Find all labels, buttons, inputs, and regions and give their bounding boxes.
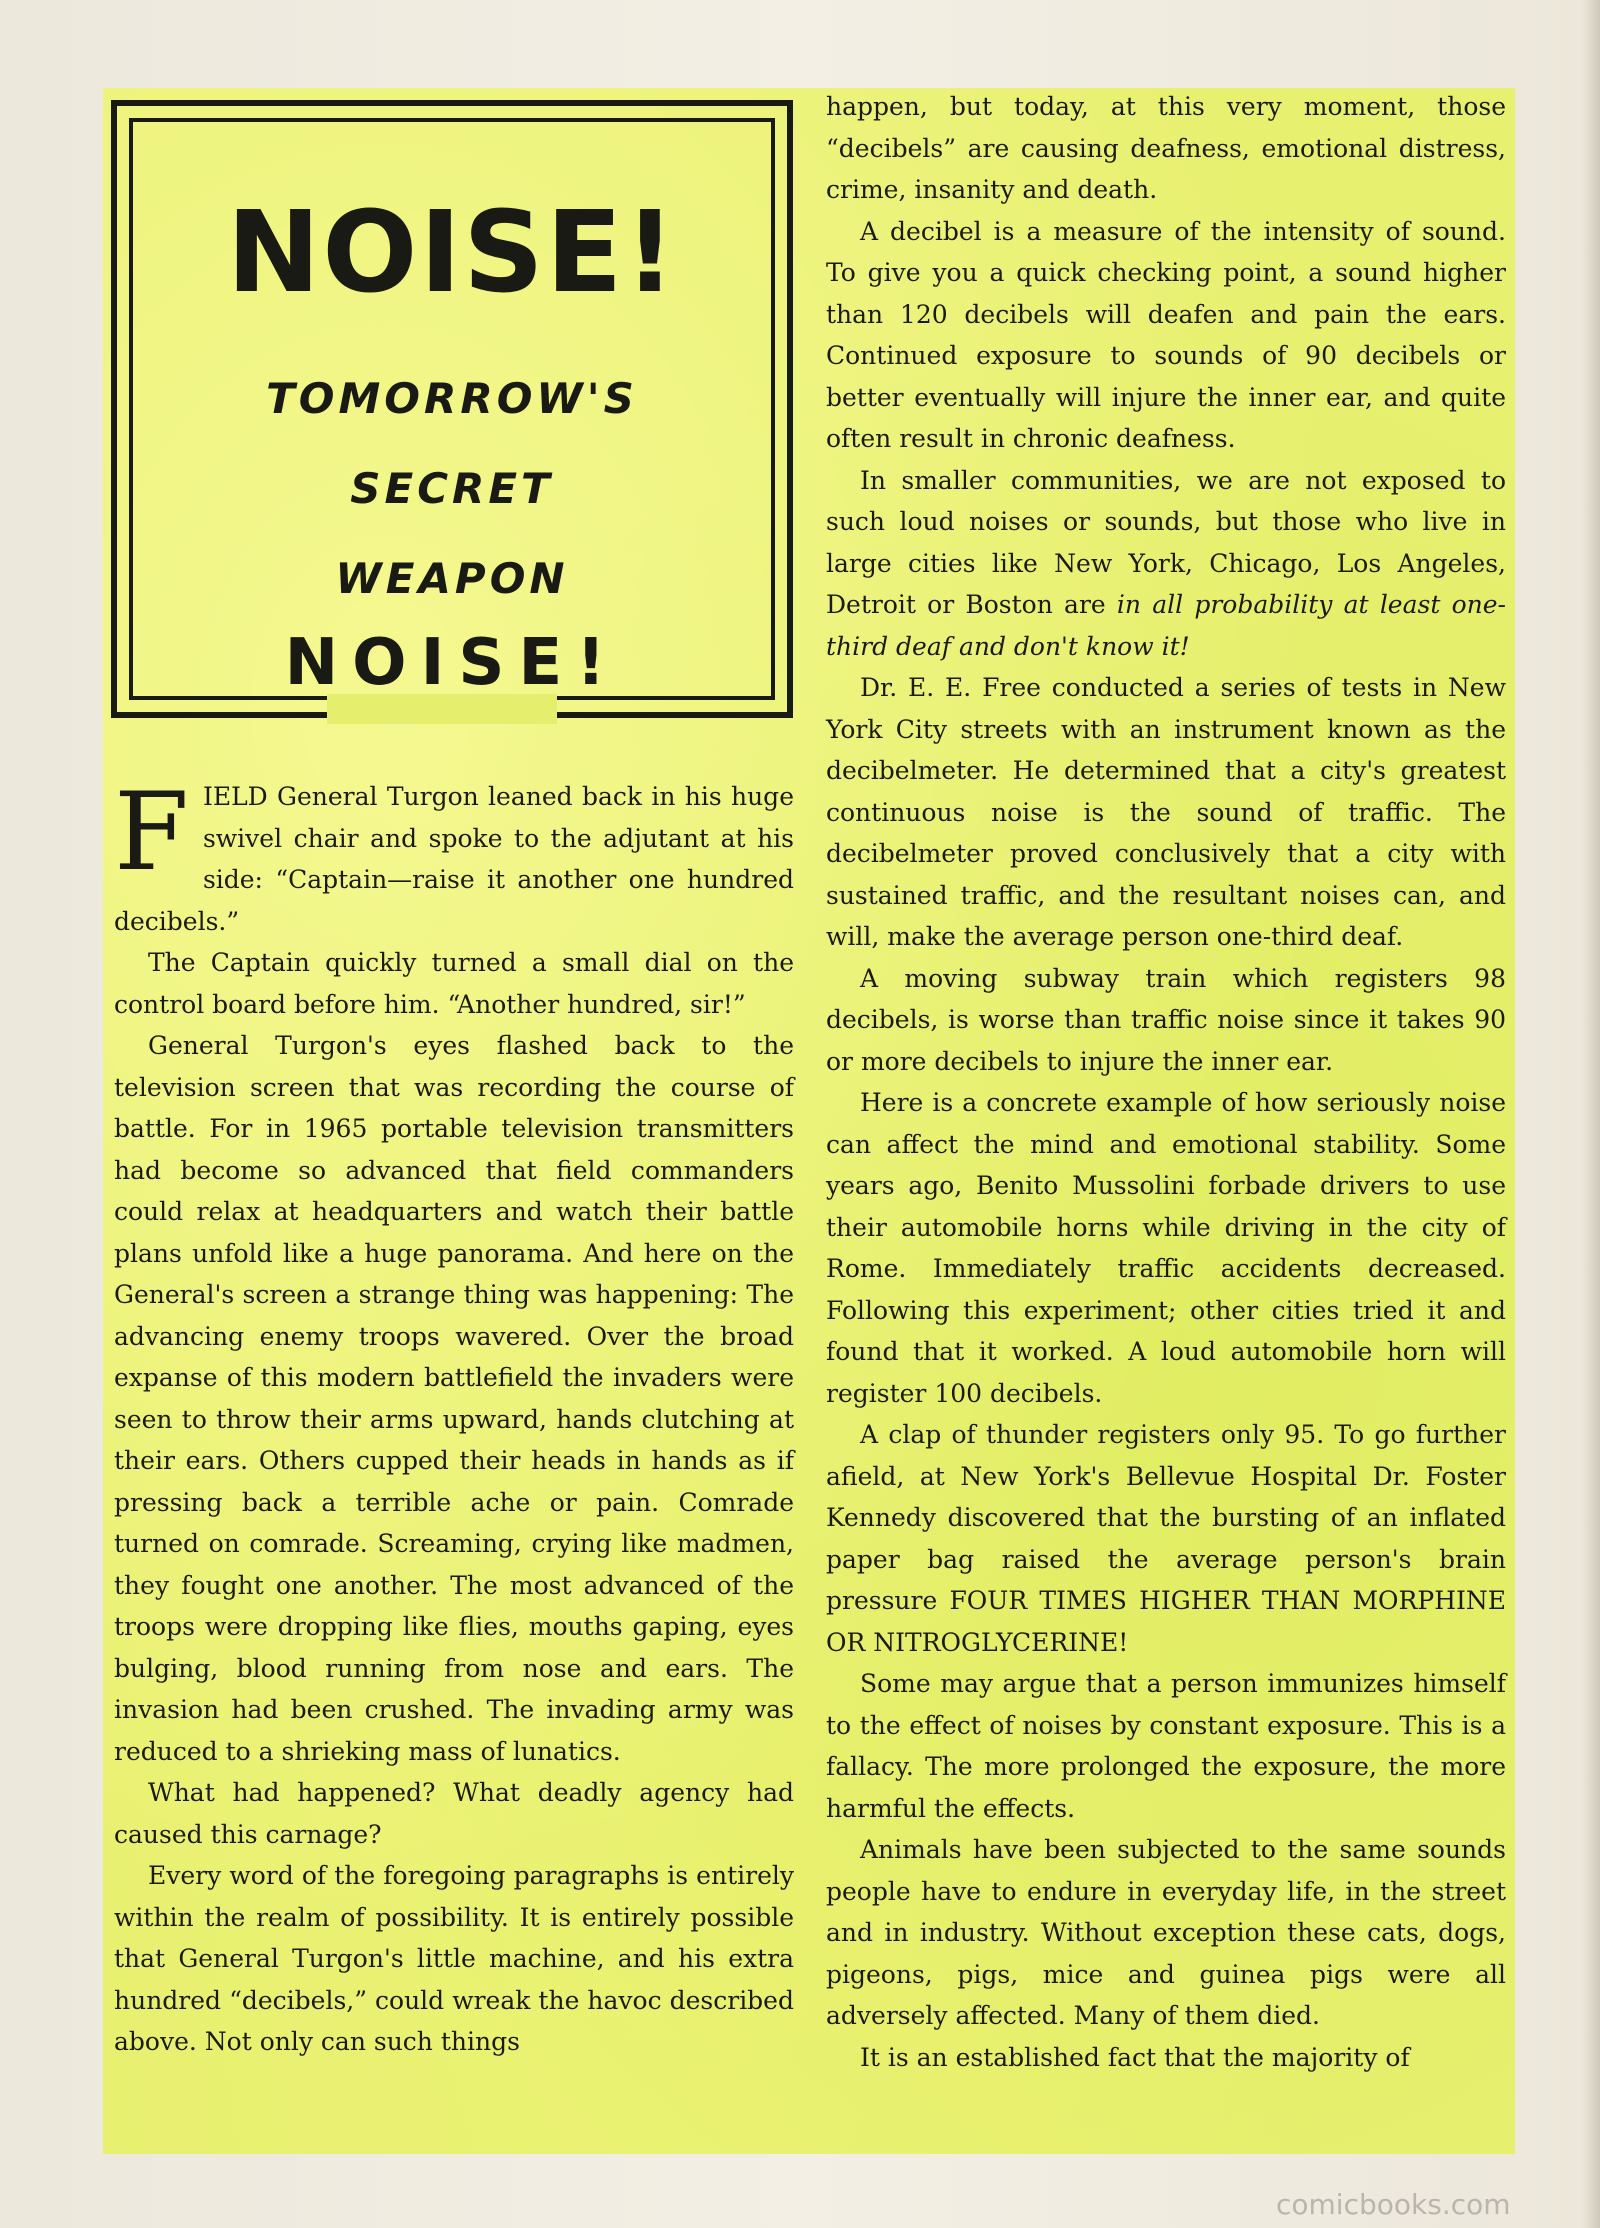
article-paragraph bbox=[826, 460, 1506, 668]
article-paragraph: A clap of thunder registers only 95. To go further afield, at New York's Bellevue Hospital Dr. Foster Kennedy discovered that the bursting of an inflated paper bag raised the average person's brain pressure FOUR TIMES HIGHER THAN MORPHINE OR NITROGLYCERINE! bbox=[826, 1420, 1506, 1657]
article-paragraph: Dr. E. E. Free conducted a series of tests in New York City streets with an instrument known as the decibelmeter. He determined that a city's greatest continuous noise is the sound of traffic. The decibelmeter proved conclusively that a city with sustained traffic, and the resultant noises can, and will, make the average person one-third deaf. bbox=[826, 673, 1506, 951]
site-watermark: comicbooks.com bbox=[1276, 2188, 1511, 2221]
headline-line-2: SECRET bbox=[350, 464, 554, 513]
article-paragraph: General Turgon's eyes flashed back to the television screen that was recording the course of battle. For in 1965 portable television transmitters had become so advanced that field commanders could relax at headquarters and watch their battle plans unfold like a huge panorama. And here on the General's screen a strange thing was happening: The advancing enemy troops wavered. Over the broad expanse of this modern battlefield the invaders were seen to throw their arms upward, hands clutching at their ears. Others cupped their heads in hands as if pressing back a terrible ache or pain. Comrade turned on comrade. Screaming, crying like madmen, they fought one another. The most advanced of the troops were dropping like flies, mouths gaping, eyes bulging, blood running from nose and ears. The invasion had been crushed. The invading army was reduced to a shrieking mass of lunatics. bbox=[114, 1031, 794, 1766]
headline-line-3: WEAPON bbox=[335, 554, 569, 603]
page-edge-shadow bbox=[1582, 0, 1600, 2228]
article-paragraph: What had happened? What deadly agency had caused this carnage? bbox=[114, 1778, 794, 1849]
title-box bbox=[111, 100, 793, 718]
headline-line-4: NOISE! bbox=[284, 626, 620, 700]
article-paragraph: Animals have been subjected to the same sounds people have to endure in everyday life, in the street and in industry. Without exception these cats, dogs, pigeons, pigs, mice and guinea pigs were all adversely affected. Many of them died. bbox=[826, 1835, 1506, 2030]
article-paragraph bbox=[114, 770, 794, 942]
article-right-column bbox=[826, 86, 1506, 2078]
article-paragraph: Every word of the foregoing paragraphs is entirely within the realm of possibility. It is entirely possible that General Turgon's little machine, and his extra hundred “decibels,” could wreak the havoc described above. Not only can such things bbox=[114, 1861, 794, 2056]
article-paragraph: The Captain quickly turned a small dial on the control board before him. “Another hundred, sir!” bbox=[114, 948, 794, 1019]
article-paragraph: It is an established fact that the majority of bbox=[860, 2042, 1410, 2072]
article-paragraph: Here is a concrete example of how seriously noise can affect the mind and emotional stability. Some years ago, Benito Mussolini forbade drivers to use their automobile horns while driving in the city of Rome. Immediately traffic accidents decreased. Following this experiment; other cities tried it and found that it worked. A loud automobile horn will register 100 decibels. bbox=[826, 1088, 1506, 1408]
paragraph-text: IELD General Turgon leaned back in his huge swivel chair and spoke to the adjutant at his side: “Captain—raise it another one hundred decibels.” bbox=[114, 782, 794, 936]
headline-line-1: TOMORROW'S bbox=[266, 374, 638, 423]
article-left-column bbox=[114, 770, 794, 2063]
headline-main: NOISE! bbox=[226, 188, 678, 318]
article-paragraph: Some may argue that a person immunizes himself to the effect of noises by constant exposure. This is a fallacy. The more prolonged the exposure, the more harmful the effects. bbox=[826, 1669, 1506, 1823]
article-paragraph: happen, but today, at this very moment, those “decibels” are causing deafness, emotional distress, crime, insanity and death. bbox=[826, 92, 1506, 204]
article-paragraph: A decibel is a measure of the intensity of sound. To give you a quick checking point, a sound higher than 120 decibels will deafen and pain the ears. Continued exposure to sounds of 90 decibels or better eventually will injure the inner ear, and quite often result in chronic deafness. bbox=[826, 216, 1506, 453]
paragraph-text: In smaller communities, we are not exposed to such loud noises or sounds, but those who live in large cities like New York, Chicago, Los Angeles, Detroit or Boston are bbox=[826, 465, 1506, 619]
article-paragraph: A moving subway train which registers 98 decibels, is worse than traffic noise since it takes 90 or more decibels to injure the inner ear. bbox=[826, 963, 1506, 1076]
emphasized-text: in all probability at least one-third deaf and don't know it! bbox=[826, 590, 1507, 661]
drop-cap: F bbox=[114, 770, 189, 895]
